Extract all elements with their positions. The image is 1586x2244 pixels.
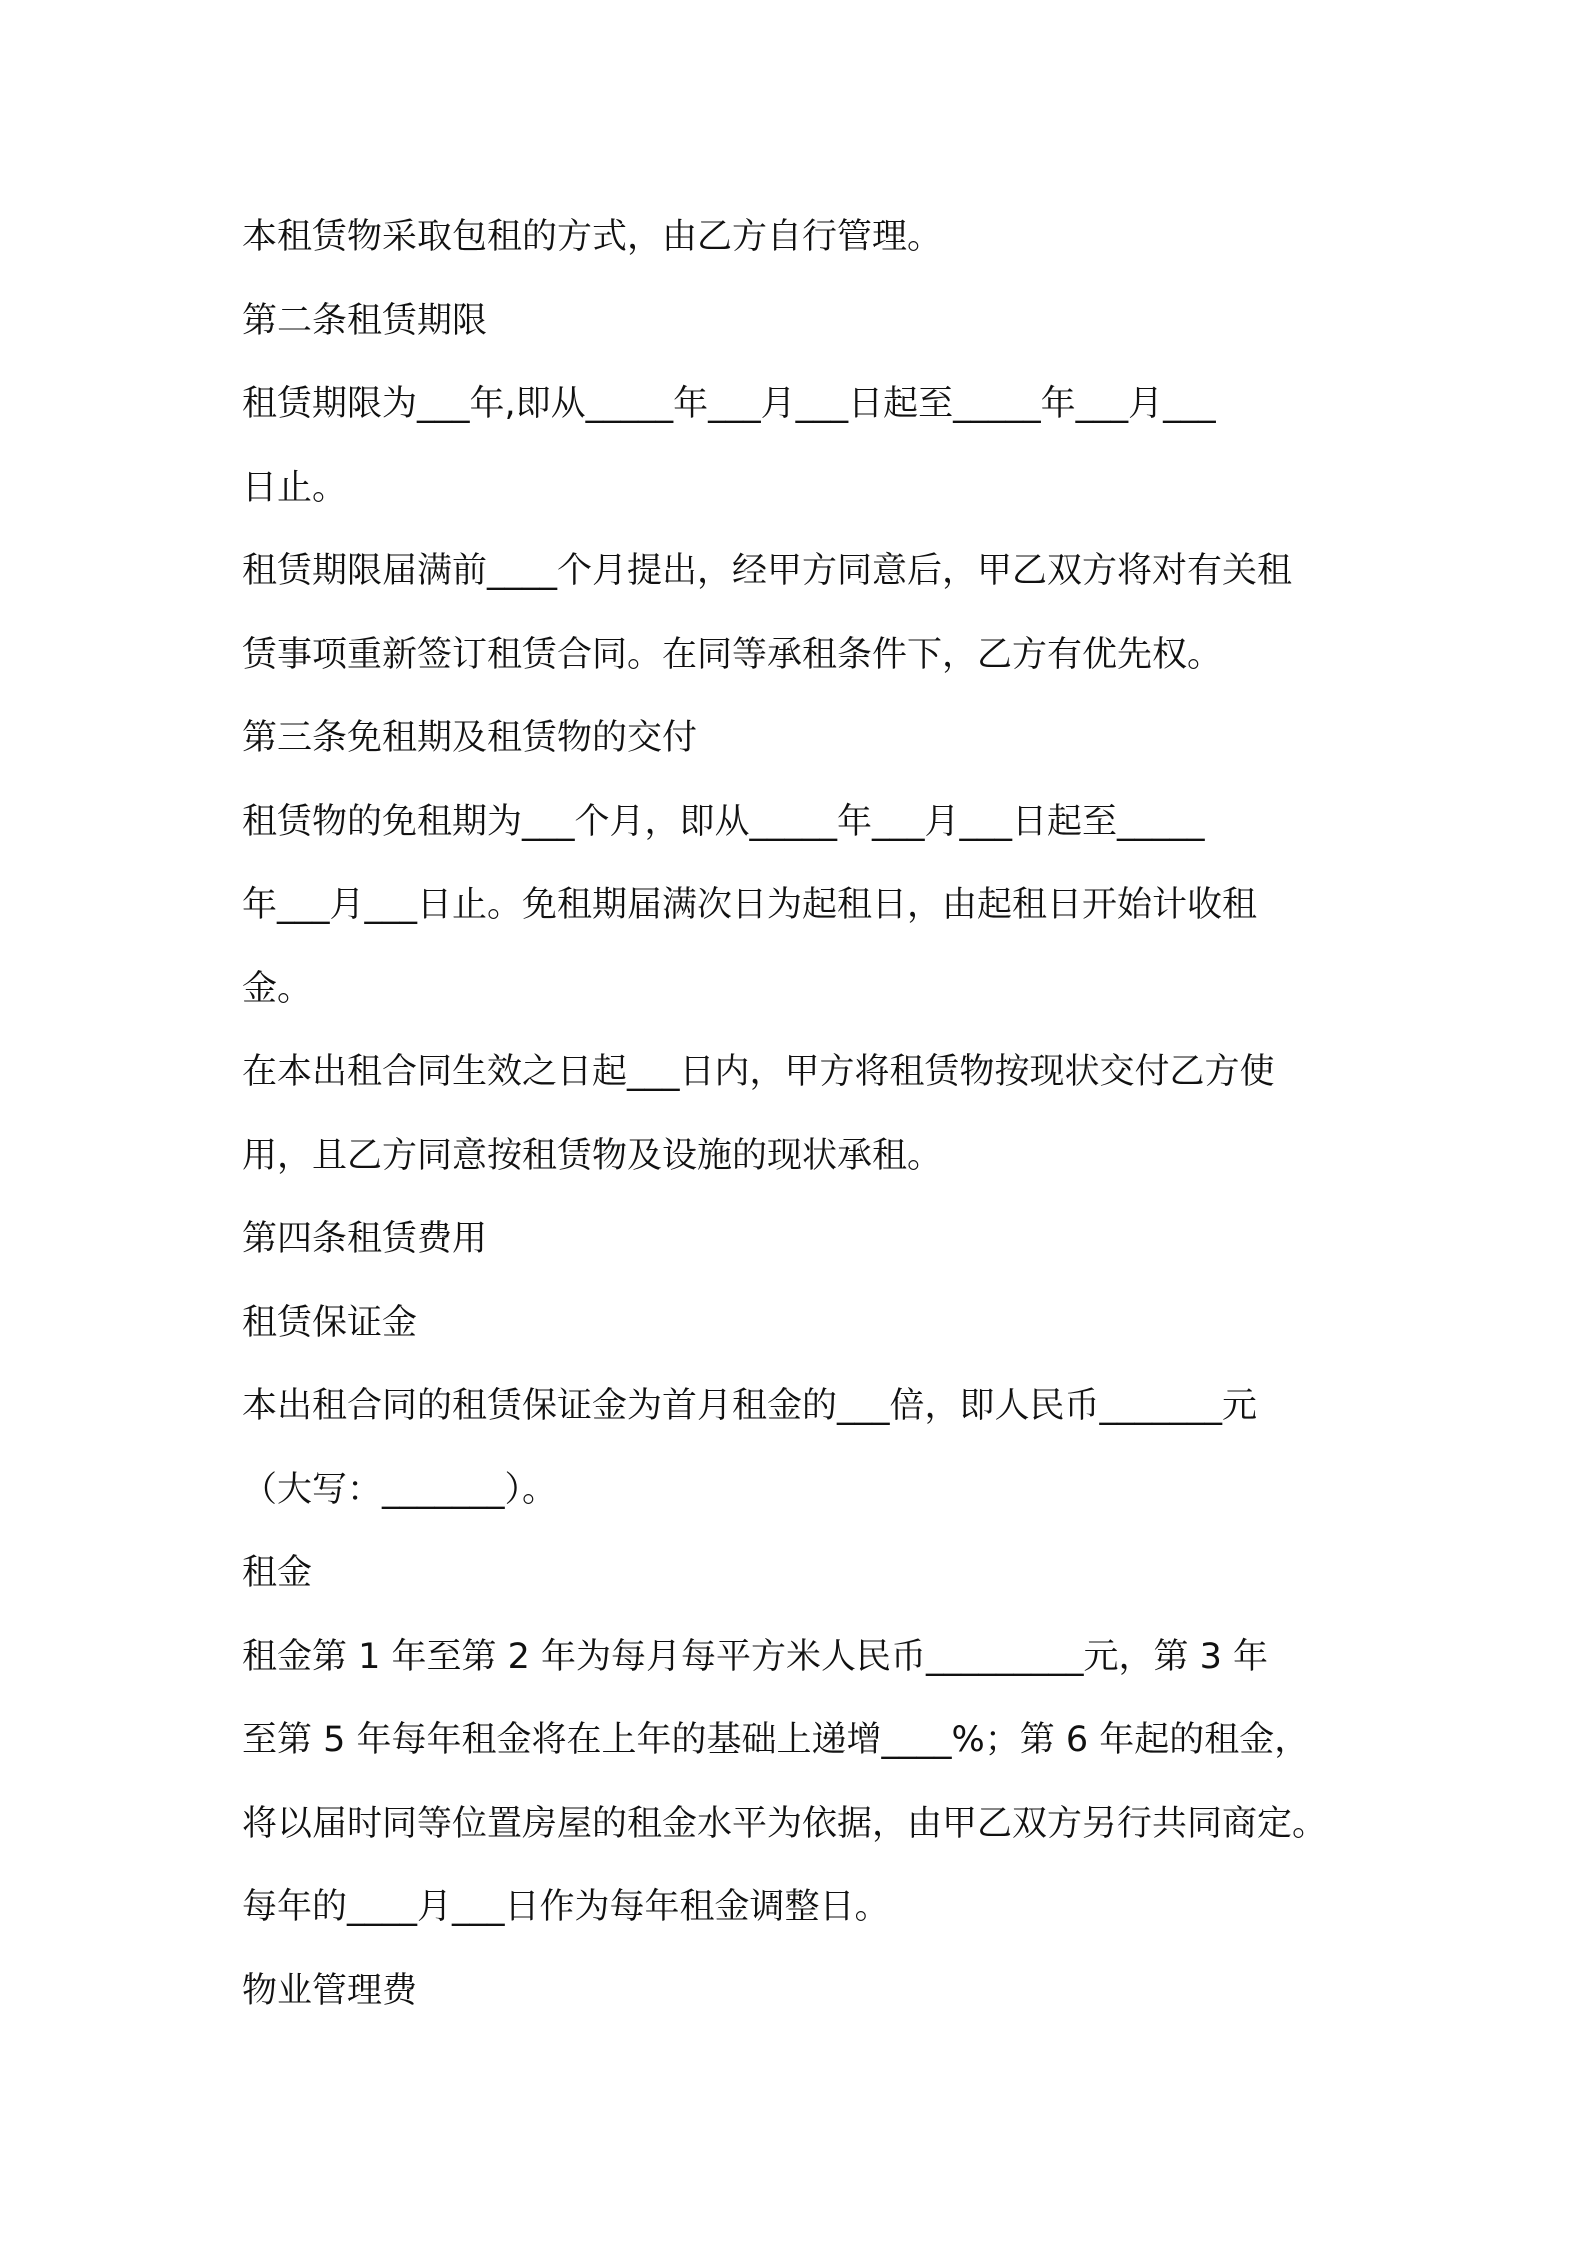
paragraph-line: 年___月___日止。免租期届满次日为起租日，由起租日开始计收租 bbox=[242, 885, 1258, 925]
section-heading: 第三条免租期及租赁物的交付 bbox=[242, 718, 698, 758]
paragraph-line: 每年的____月___日作为每年租金调整日。 bbox=[242, 1887, 890, 1927]
subsection-heading: 租赁保证金 bbox=[242, 1302, 418, 1343]
section-heading: 第四条租赁费用 bbox=[242, 1219, 488, 1259]
section-heading: 第二条租赁期限 bbox=[242, 300, 488, 341]
paragraph-line: 租赁期限为___年,即从_____年___月___日起至_____年___月___ bbox=[242, 384, 1216, 424]
paragraph-line: 用，且乙方同意按租赁物及设施的现状承租。 bbox=[242, 1135, 943, 1176]
paragraph-line: 租赁物的免租期为___个月，即从_____年___月___日起至_____ bbox=[242, 801, 1205, 842]
paragraph-line: 租金第 1 年至第 2 年为每月每平方米人民币_________元，第 3 年 bbox=[242, 1636, 1269, 1677]
paragraph-line: 租赁期限届满前____个月提出，经甲方同意后，甲乙双方将对有关租 bbox=[242, 551, 1293, 591]
document-body bbox=[242, 196, 1402, 2033]
paragraph-line: 至第 5 年每年租金将在上年的基础上递增____%；第 6 年起的租金， bbox=[242, 1720, 1310, 1760]
paragraph-line: 金。 bbox=[242, 968, 313, 1009]
paragraph-line: （大写：_______）。 bbox=[242, 1469, 558, 1510]
paragraph-line: 赁事项重新签订租赁合同。在同等承租条件下，乙方有优先权。 bbox=[242, 634, 1223, 675]
paragraph-line: 在本出租合同生效之日起___日内，甲方将租赁物按现状交付乙方使 bbox=[242, 1052, 1275, 1092]
paragraph-line: 本租赁物采取包租的方式，由乙方自行管理。 bbox=[242, 217, 943, 257]
paragraph-line: 本出租合同的租赁保证金为首月租金的___倍，即人民币_______元 bbox=[242, 1386, 1258, 1426]
paragraph-line: 日止。 bbox=[242, 467, 348, 508]
subsection-heading: 租金 bbox=[242, 1553, 313, 1593]
paragraph-line: 将以届时同等位置房屋的租金水平为依据，由甲乙双方另行共同商定。 bbox=[242, 1803, 1328, 1844]
subsection-heading: 物业管理费 bbox=[242, 1970, 418, 2011]
